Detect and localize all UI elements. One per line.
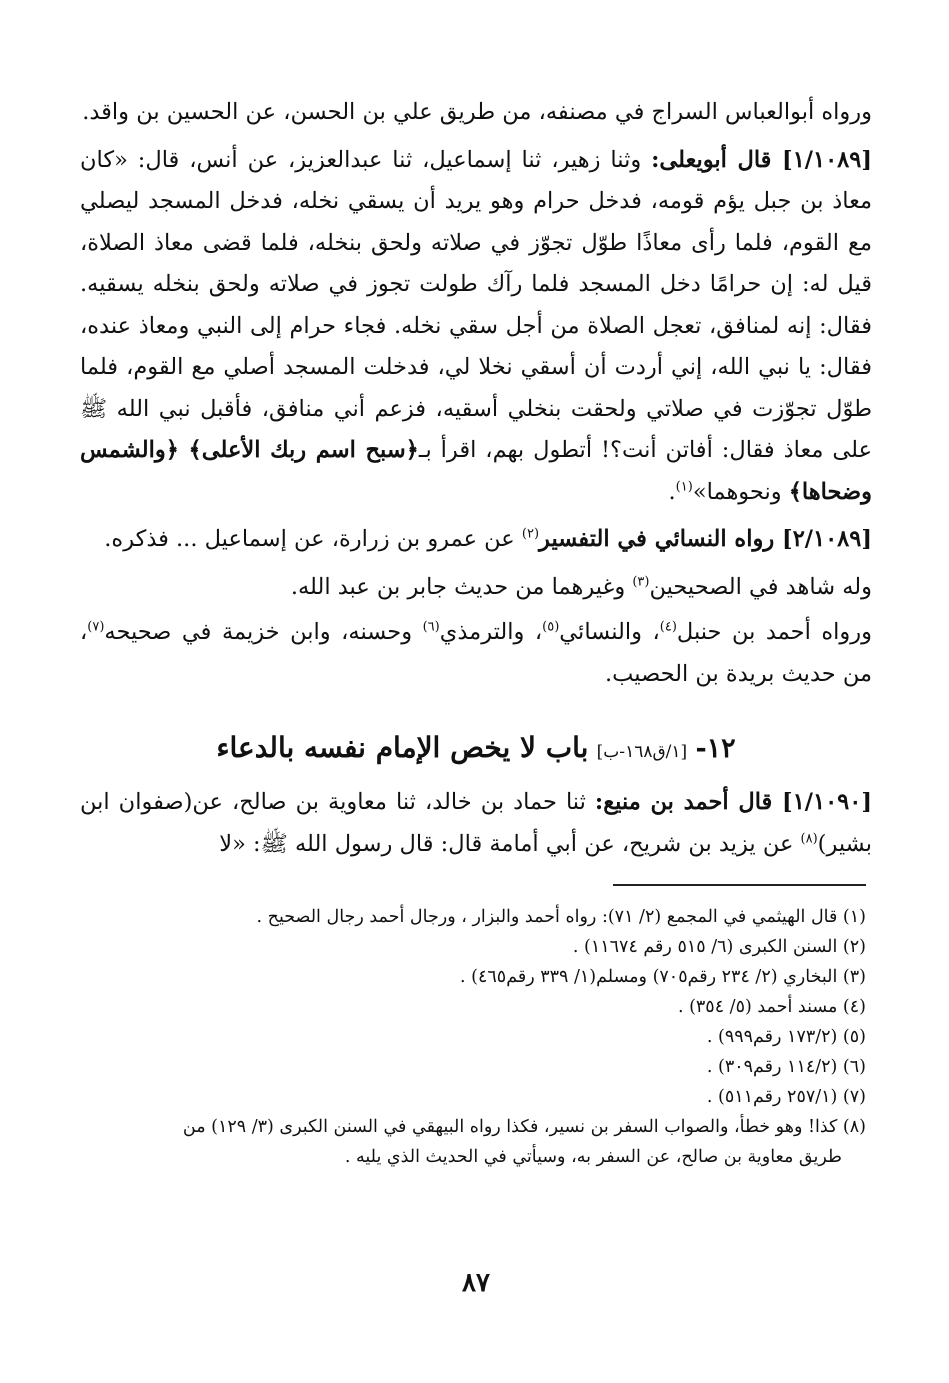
footnote-marker: (٧)	[87, 619, 105, 635]
paragraph-text: ورواه أبوالعباس السراج في مصنفه، من طريق علي بن الحسن، عن الحسين بن واقد.	[82, 99, 872, 125]
paragraph-text-tail: وغيرهما من حديث جابر بن عبد الله.	[290, 573, 633, 600]
page-number: ٨٧	[462, 1268, 490, 1298]
footnote-3: (٣) البخاري (٢/ ٢٣٤ رقم٧٠٥) ومسلم(١/ ٣٣٩ رقم٤٦٥) .	[460, 967, 866, 987]
hadith-reference: [١/١٠٨٩] قال أبويعلى:	[651, 146, 872, 173]
chapter-title: باب لا يخص الإمام نفسه بالدعاء	[216, 731, 589, 764]
hadith-text: وثنا زهير، ثنا إسماعيل، ثنا عبدالعزيز، عن أنس، قال: «كان معاذ بن جبل يؤم قومه، فدخل حرام وهو يريد أن يسقي نخله، فدخل المسجد ليصلي مع القوم، فلما رأى معاذًا طوّل تجوّز في صلاته ولحق بنخله، فلما قضى معاذ الصلاة، قيل له: إن حرامًا دخل المسجد فلما رآك طولت تجوز في صلاته ولحق بنخله يسقيه. فقال: إنه لمنافق، تعجل الصلاة من أجل سقي نخله. فجاء حرام إلى النبي ومعاذ عنده، فقال: يا نبي الله، إني أردت أن أسقي نخلا لي، فدخلت المسجد أصلي مع القوم، فلما طوّل تجوّزت في صلاتي ولحقت بنخلي أسقيه، فزعم أني منافق، فأقبل نبي الله ﷺ على معاذ فقال: أفاتن أنت؟! أتطول بهم، اقرأ بـ	[80, 146, 872, 463]
chapter-number: ١٢-	[695, 733, 736, 764]
footnote-8-continuation: طريق معاوية بن صالح، عن السفر به، وسيأتي في الحديث الذي يليه .	[344, 1147, 842, 1167]
hadith-reference: [٢/١٠٨٩] رواه النسائي في التفسير	[539, 526, 872, 552]
footnote-marker: (١)	[675, 479, 693, 494]
hadith-reference: [١/١٠٩٠] قال أحمد بن منيع:	[594, 789, 872, 815]
footnote-marker: (٥)	[542, 619, 560, 635]
paragraph-text: ورواه أحمد بن حنبل	[676, 619, 872, 645]
footnote-marker: (٨)	[800, 831, 818, 846]
footnote-4: (٤) مسند أحمد (٥/ ٣٥٤) .	[677, 997, 866, 1017]
paragraph-text: وحسنه، وابن خزيمة في صحيحه	[104, 619, 423, 645]
hadith-text: عن عمرو بن زرارة، عن إسماعيل ... فذكره.	[104, 526, 522, 552]
hadith-1089-2	[80, 519, 872, 561]
footnote-1: (١) قال الهيثمي في المجمع (٢/ ٧١): رواه أحمد والبزار ، ورجال أحمد رجال الصحيح .	[256, 907, 866, 927]
hadith-1090-1	[80, 782, 872, 865]
footnote-6: (٦) (١١٤/٢ رقم٣٠٩) .	[706, 1057, 866, 1077]
manuscript-folio: [١/ق١٦٨-ب]	[596, 742, 688, 762]
quran-surah-names: ﴿سبح اسم ربك الأعلى﴾ ﴿والشمس وضحاها﴾	[80, 437, 872, 505]
main-text	[80, 92, 872, 701]
footnote-2: (٢) السنن الكبرى (٦/ ٥١٥ رقم ١١٦٧٤) .	[572, 937, 866, 957]
hadith-text: عن يزيد بن شريح، عن أبي أمامة قال: قال رسول الله ﷺ: «لا	[219, 830, 801, 857]
paragraph-sarraj	[80, 92, 872, 134]
footnote-7: (٧) (٢٥٧/١ رقم٥١١) .	[706, 1087, 866, 1107]
footnote-divider	[613, 884, 866, 886]
paragraph-shahid	[80, 567, 872, 609]
chapter-body	[80, 782, 872, 871]
hadith-text: ثنا حماد بن خالد، ثنا معاوية بن صالح، عن(صفوان ابن بشير)	[80, 789, 872, 857]
paragraph-ahmad	[80, 612, 872, 695]
footnote-marker: (٣)	[632, 574, 650, 589]
footnote-5: (٥) (١٧٣/٢ رقم٩٩٩) .	[706, 1027, 866, 1047]
footnote-marker: (٢)	[521, 526, 540, 542]
chapter-heading	[80, 728, 872, 772]
book-page	[80, 0, 872, 1383]
paragraph-text: ، والنسائي	[559, 619, 660, 645]
footnotes	[80, 902, 866, 1172]
footnote-8: (٨) كذا! وهو خطأ، والصواب السفر بن نسير، فكذا رواه البيهقي في السنن الكبرى (٣/ ١٢٩) من	[182, 1117, 866, 1137]
paragraph-text: ، والترمذي	[439, 619, 543, 645]
hadith-1089-1	[80, 140, 872, 514]
footnote-marker: (٤)	[659, 619, 677, 635]
paragraph-text: ، من حديث بريدة بن الحصيب.	[80, 619, 872, 687]
hadith-end: .	[668, 478, 676, 505]
hadith-text-tail: ونحوهما»	[692, 478, 789, 505]
footnote-marker: (٦)	[422, 619, 440, 635]
paragraph-text: وله شاهد في الصحيحين	[649, 573, 872, 600]
